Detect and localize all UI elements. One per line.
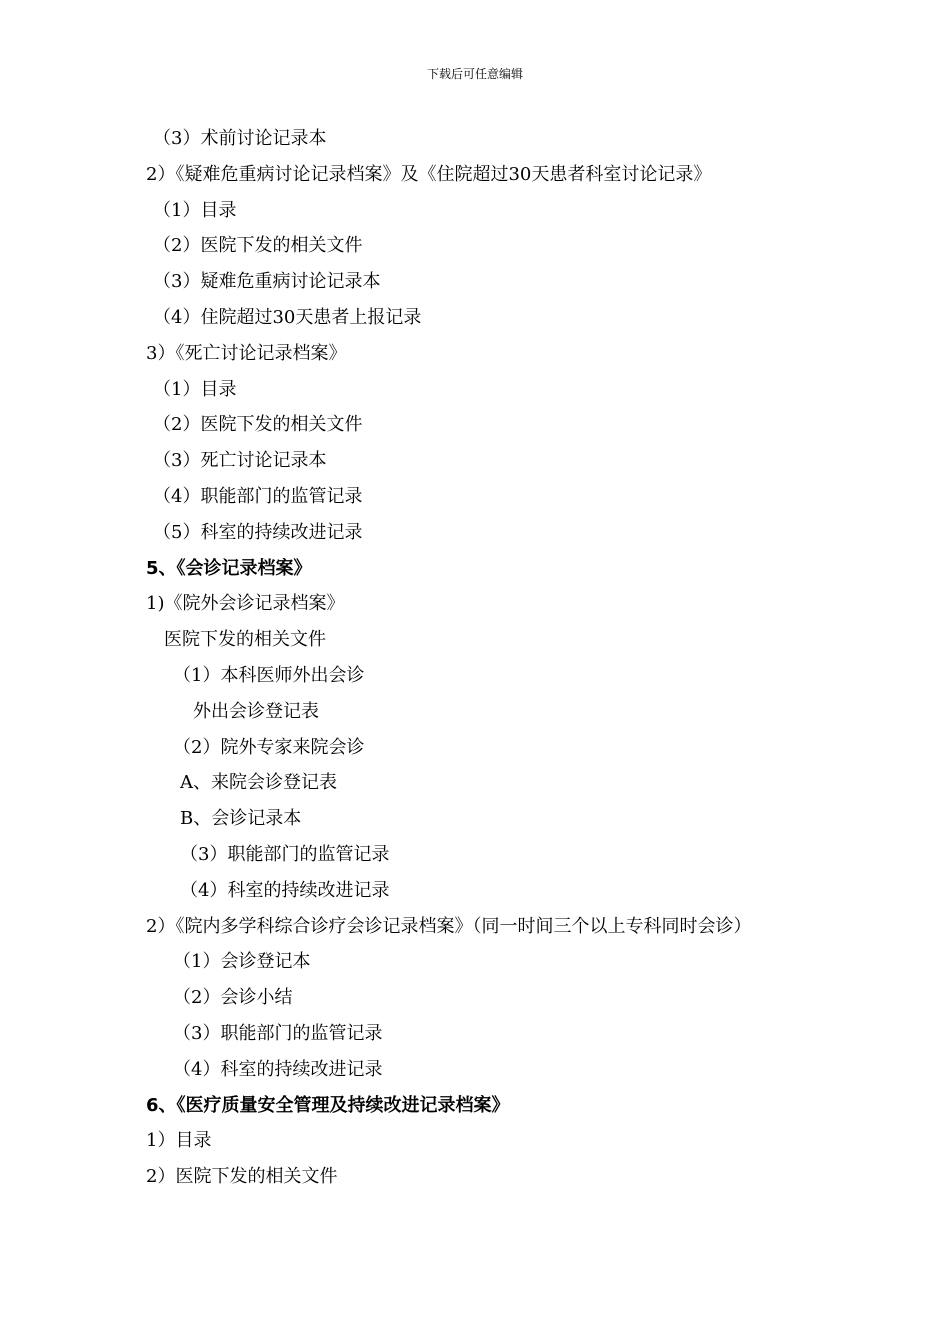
list-item: 外出会诊登记表 xyxy=(193,700,319,722)
list-item: （4）职能部门的监管记录 xyxy=(153,485,363,507)
list-item: （1）目录 xyxy=(153,199,237,221)
section-heading: 2）《院内多学科综合诊疗会诊记录档案》（同一时间三个以上专科同时会诊） xyxy=(146,915,752,937)
list-item: （3）疑难危重病讨论记录本 xyxy=(153,271,381,293)
section-heading: 1)《院外会诊记录档案》 xyxy=(146,593,345,615)
list-item: 医院下发的相关文件 xyxy=(164,629,326,651)
chapter-heading: 6、《医疗质量安全管理及持续改进记录档案》 xyxy=(146,1094,510,1116)
section-heading: 3）《死亡讨论记录档案》 xyxy=(146,342,347,364)
list-item: （2）医院下发的相关文件 xyxy=(153,235,363,257)
section-heading: 2）医院下发的相关文件 xyxy=(146,1166,338,1188)
list-item: （1）目录 xyxy=(153,378,237,400)
list-item: （2）会诊小结 xyxy=(173,987,293,1009)
document-body xyxy=(0,121,950,1195)
list-item: （1）会诊登记本 xyxy=(173,951,311,973)
section-heading: 2）《疑难危重病讨论记录档案》及《住院超过30天患者科室讨论记录》 xyxy=(146,163,712,185)
section-heading: 1）目录 xyxy=(146,1130,212,1152)
list-item: （4）科室的持续改进记录 xyxy=(180,879,390,901)
chapter-heading: 5、《会诊记录档案》 xyxy=(146,557,312,579)
list-item: （3）术前讨论记录本 xyxy=(153,128,327,149)
list-item: （3）职能部门的监管记录 xyxy=(173,1022,383,1044)
list-item: （2）医院下发的相关文件 xyxy=(153,414,363,436)
list-item: （4）科室的持续改进记录 xyxy=(173,1058,383,1080)
list-item: （3）死亡讨论记录本 xyxy=(153,450,327,472)
list-item: （2）院外专家来院会诊 xyxy=(173,736,365,758)
page-header: 下载后可任意编辑 xyxy=(426,67,523,81)
list-item: A、来院会诊登记表 xyxy=(180,772,337,794)
list-item: （4）住院超过30天患者上报记录 xyxy=(153,306,422,328)
list-item: （1）本科医师外出会诊 xyxy=(173,664,365,686)
list-item: （3）职能部门的监管记录 xyxy=(180,843,390,865)
list-item: （5）科室的持续改进记录 xyxy=(153,521,363,543)
list-item: B、会诊记录本 xyxy=(180,808,302,830)
